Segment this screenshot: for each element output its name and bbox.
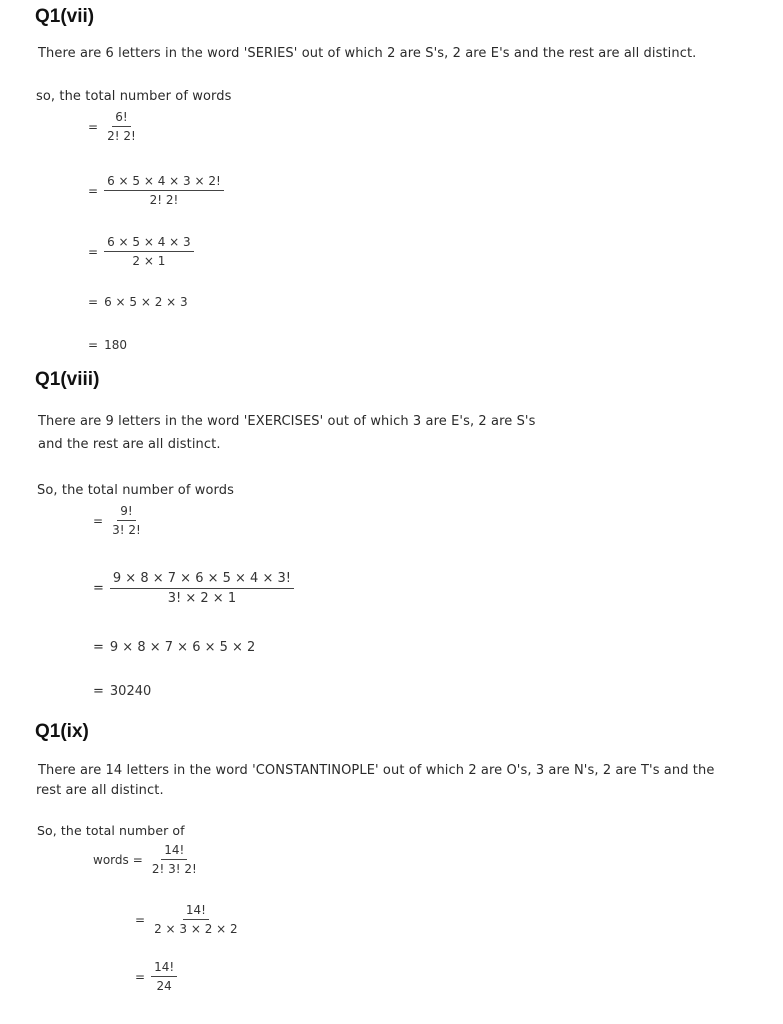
fraction [104,174,224,207]
equals-sign: = [135,969,146,984]
denominator: 3! × 2 × 1 [167,591,237,606]
fraction [110,571,294,606]
problem-statement: rest are all distinct. [36,783,164,798]
math-step [135,960,177,993]
problem-statement: There are 6 letters in the word 'SERIES' out of which 2 are S's, 2 are E's and the rest are all distinct. [38,46,697,61]
numerator: 14! [161,843,187,860]
math-step [88,174,224,207]
solution-intro: So, the total number of [37,823,185,838]
equals-sign: = [88,338,99,352]
equals-sign: = [88,183,99,198]
problem-statement: and the rest are all distinct. [38,437,221,452]
math-step [88,110,139,143]
math-step [88,235,194,268]
math-step [93,504,144,537]
equals-sign: = [93,581,104,596]
denominator: 2! 2! [107,129,136,143]
solution-intro: so, the total number of words [36,89,232,104]
equals-sign: = [93,640,104,655]
fraction [149,843,200,876]
fraction [151,960,177,993]
equals-sign: = [132,852,143,867]
fraction [104,235,194,268]
math-step [88,338,127,352]
problem-statement: There are 14 letters in the word 'CONSTANTINOPLE' out of which 2 are O's, 3 are N's, 2 are T's and the [38,763,715,778]
section-heading: Q1(ix) [35,721,89,742]
denominator: 2 × 1 [132,254,166,268]
math-step [88,295,188,309]
numerator: 6 × 5 × 4 × 3 [104,235,194,252]
denominator: 2! 2! [149,193,179,207]
math-step [135,903,241,936]
fraction [151,903,241,936]
numerator: 6! [112,110,130,127]
expression: 9 × 8 × 7 × 6 × 5 × 2 [109,640,256,655]
equals-sign: = [93,513,104,528]
equals-sign: = [135,912,146,927]
numerator: 14! [183,903,209,920]
fraction [104,110,139,143]
fraction [109,504,144,537]
denominator: 2 × 3 × 2 × 2 [154,922,238,936]
result: 180 [104,338,127,352]
step-prefix: words [93,852,129,867]
denominator: 24 [156,979,172,993]
math-step [93,640,255,655]
equals-sign: = [88,244,99,259]
math-step [93,843,200,876]
equals-sign: = [88,295,99,309]
expression: 6 × 5 × 2 × 3 [104,295,188,309]
equals-sign: = [93,684,104,699]
section-heading: Q1(vii) [35,6,95,27]
result: 30240 [109,684,152,699]
numerator: 6 × 5 × 4 × 3 × 2! [104,174,224,191]
denominator: 2! 3! 2! [151,862,197,876]
math-step [93,571,294,606]
numerator: 14! [151,960,177,977]
solution-intro: So, the total number of words [37,483,234,498]
problem-statement: There are 9 letters in the word 'EXERCISES' out of which 3 are E's, 2 are S's [38,414,536,429]
math-step [93,684,151,699]
equals-sign: = [88,119,99,134]
section-heading: Q1(viii) [35,369,100,390]
denominator: 3! 2! [112,523,141,537]
numerator: 9! [117,504,135,521]
numerator: 9 × 8 × 7 × 6 × 5 × 4 × 3! [110,571,294,589]
